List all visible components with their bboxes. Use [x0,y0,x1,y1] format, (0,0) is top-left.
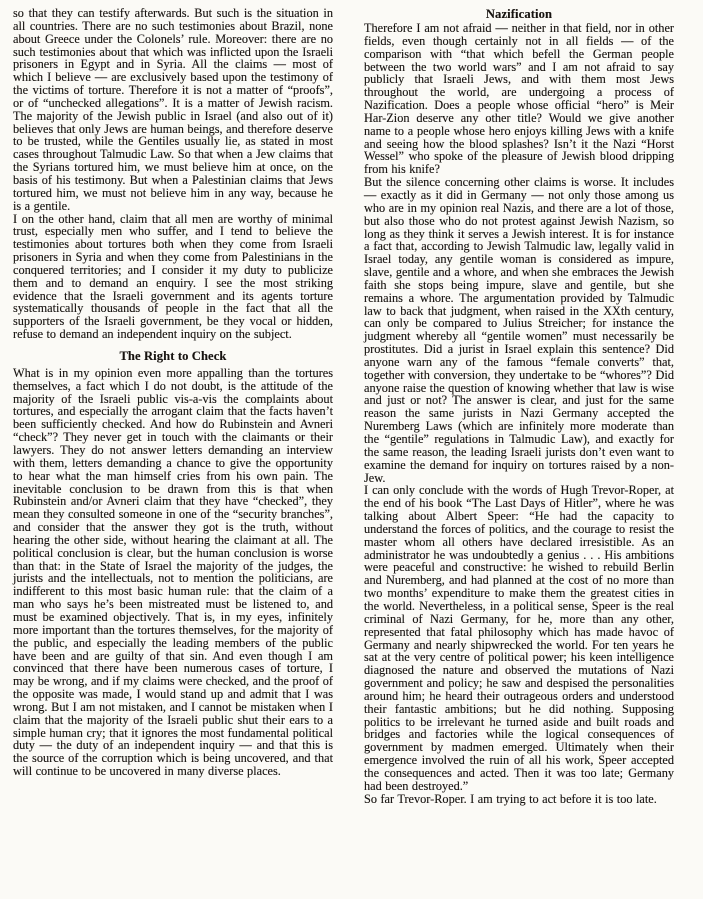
heading-nazification: Nazification [485,7,553,21]
right-column [364,7,674,805]
paragraph-nazification-2: But the silence concerning other claims is worse. It includes — exactly as it did in Germany — not only those among us who are in my opinion real Nazis, and there are a lot of those, but also those who do not protest against Jewish Nazism, so long as they think it serves a Jewish interest. It is for instance a fact that, according to Jewish Talmudic law, legally valid in Israel today, any gentile woman is considered as impure, slave, gentile and a whore, and when she embraces the Jewish faith she stops being impure, slave and gentile, but she remains a whore. The argumentation provided by Talmudic law to back that judgment, when raised in the XXth century, can only be compared to Julius Streicher; for instance the judgment whereby all “gentile women” must necessarily be prostitutes. Did a jurist in Israel explain this sentence? Did anyone warn any of the famous “female converts” that, together with conversion, they undertake to be “whores”? Did anyone raise the question of knowing whether that law is wise and just or not? The answer is clear, and just for the same reason the same jurists in Nazi Germany accepted the Nuremberg Laws (which are infinitely more moderate than the “gentile” regulations in Talmudic Law), and exactly for the same reason, the leading Israeli jurists don’t even want to examine the demand for inquiry on tortures raised by a non-Jew. [364,175,674,485]
heading-right-to-check: The Right to Check [119,348,227,363]
paragraph-trevor-roper-quote: I can only conclude with the words of Hugh Trevor-Roper, at the end of his book “The Last Days of Hitler”, where he was talking about Albert Speer: “He had the capacity to understand the forces of politics, and the courage to resist the master whom all others have declared irresistible. As an administrator he was undoubtedly a genius . . . His ambitions were peaceful and constructive: he wished to rebuild Berlin and Nuremberg, and had planned at the cost of no more than two months’ expenditure to make them the greatest cities in the world. Nevertheless, in a political sense, Speer is the real criminal of Nazi Germany, for he, more than any other, represented that fatal philosophy which has made havoc of Germany and nearly shipwrecked the world. For ten years he sat at the very centre of political power; his keen intelligence diagnosed the nature and observed the mutations of Nazi government and policy; he saw and despised the personalities around him; he heard their outrageous orders and understood their fantastic ambitions; but he did nothing. Supposing politics to be irrelevant he turned aside and built roads and bridges and factories while the logical consequences of government by madmen emerged. Ultimately when their emergence involved the ruin of all his work, Speer accepted the consequences and acted. Then it was too late; Germany had been destroyed.” [364,483,674,793]
paragraph-closing: So far Trevor-Roper. I am trying to act before it is too late. [364,791,657,806]
paragraph-right-to-check: What is in my opinion even more appalling than the tortures themselves, a fact which I do not doubt, is the attitude of the majority of the Israeli public vis-a-vis the complaints about tortures, and especially the arrogant claim that the facts haven’t been sufficiently checked. And how do Rubinstein and Avneri “check”? They never get in touch with the claimants or their lawyers. They do not answer letters demanding an interview with them, letters demanding a chance to give the opportunity to hear what the man himself cries from his own pain. The inevitable conclusion to be drawn from this is that when Rubinstein and/or Avneri claim that they have “checked”, they mean they consulted someone in one of the “security branches”, and consider that the answer they got is the truth, without hearing the other side, without hearing the claimant at all. The political conclusion is clear, but the human conclusion is worse than that: in the State of Israel the majority of the judges, the jurists and the intellectuals, not to mention the politicians, are indifferent to this most basic human rule: that the claim of a man who says he’s been mistreated must be listened to, and must be examined objectively. That is, in my eyes, infinitely more important than the tortures themselves, for the majority of the public, and especially the leading members of the public have been and are guilty of that sin. And even though I am convinced that there have been numerous cases of torture, I may be wrong, and if my claims were checked, and the proof of the opposite was made, I would stand up and admit that I was wrong. But I am not mistaken, and I cannot be mistaken when I claim that the majority of the Israeli public shut their ears to a simple human cry; that it ignores the most fundamental political duty — the duty of an independent inquiry — and that this is the source of the corruption which is being uncovered, and that will continue to be uncovered in many diverse places. [13,365,333,779]
paragraph-continued: so that they can testify afterwards. But such is the situation in all countries. There are no such testimonies about Brazil, none about Greece under the Colonels’ rule. Moreover: there are no such testimonies about that which was inflicted upon the Israeli prisoners in Egypt and in Syria. All the claims — most of which I believe — are exclusively based upon the testimony of the victims of torture. Therefore it is not a matter of “proofs”, or of “unchecked allegations”. It is a matter of Jewish racism. The majority of the Jewish public in Israel (and also out of it) believes that only Jews are human beings, and therefore deserve to be trusted, while the Gentiles usually lie, as stated in most cases throughout Talmudic Law. So that when a Jew claims that the Syrians tortured him, we must believe him at once, on the basis of his testimony. But when a Palestinian claims that Jews tortured him, we must not believe him in any way, because he is a gentile. [13,6,333,213]
paragraph-nazification-1: Therefore I am not afraid — neither in that field, nor in other fields, even though certainly not in all fields — of the comparison with “that which befell the German people between the two world wars” and I am not afraid to say publicly that Israeli Jews, and with them most Jews throughout the world, are undergoing a process of Nazification. Does a people whose official “hero” is Meir Har-Zion deserve any other title? Would we give another name to a people whose hero enjoys killing Jews with a knife and seeing how the blood splashes? Isn’t it the Nazi “Horst Wessel” who spoke of the pleasure of Jewish blood dripping from his knife? [364,21,674,177]
paragraph-other-hand: I on the other hand, claim that all men are worthy of minimal trust, especially men who suffer, and I tend to believe the testimonies about tortures both when they come from Israeli prisoners in Syria and when they come from Palestinians in the conquered territories; and I consider it my duty to publicize them and to demand an enquiry. I see the most striking evidence that the Israeli government and its agents torture systematically thousands of people in the fact that all the supporters of the Israeli government, be they vocal or hidden, refuse to demand an independent inquiry on the subject. [13,211,333,342]
left-column [13,7,333,805]
